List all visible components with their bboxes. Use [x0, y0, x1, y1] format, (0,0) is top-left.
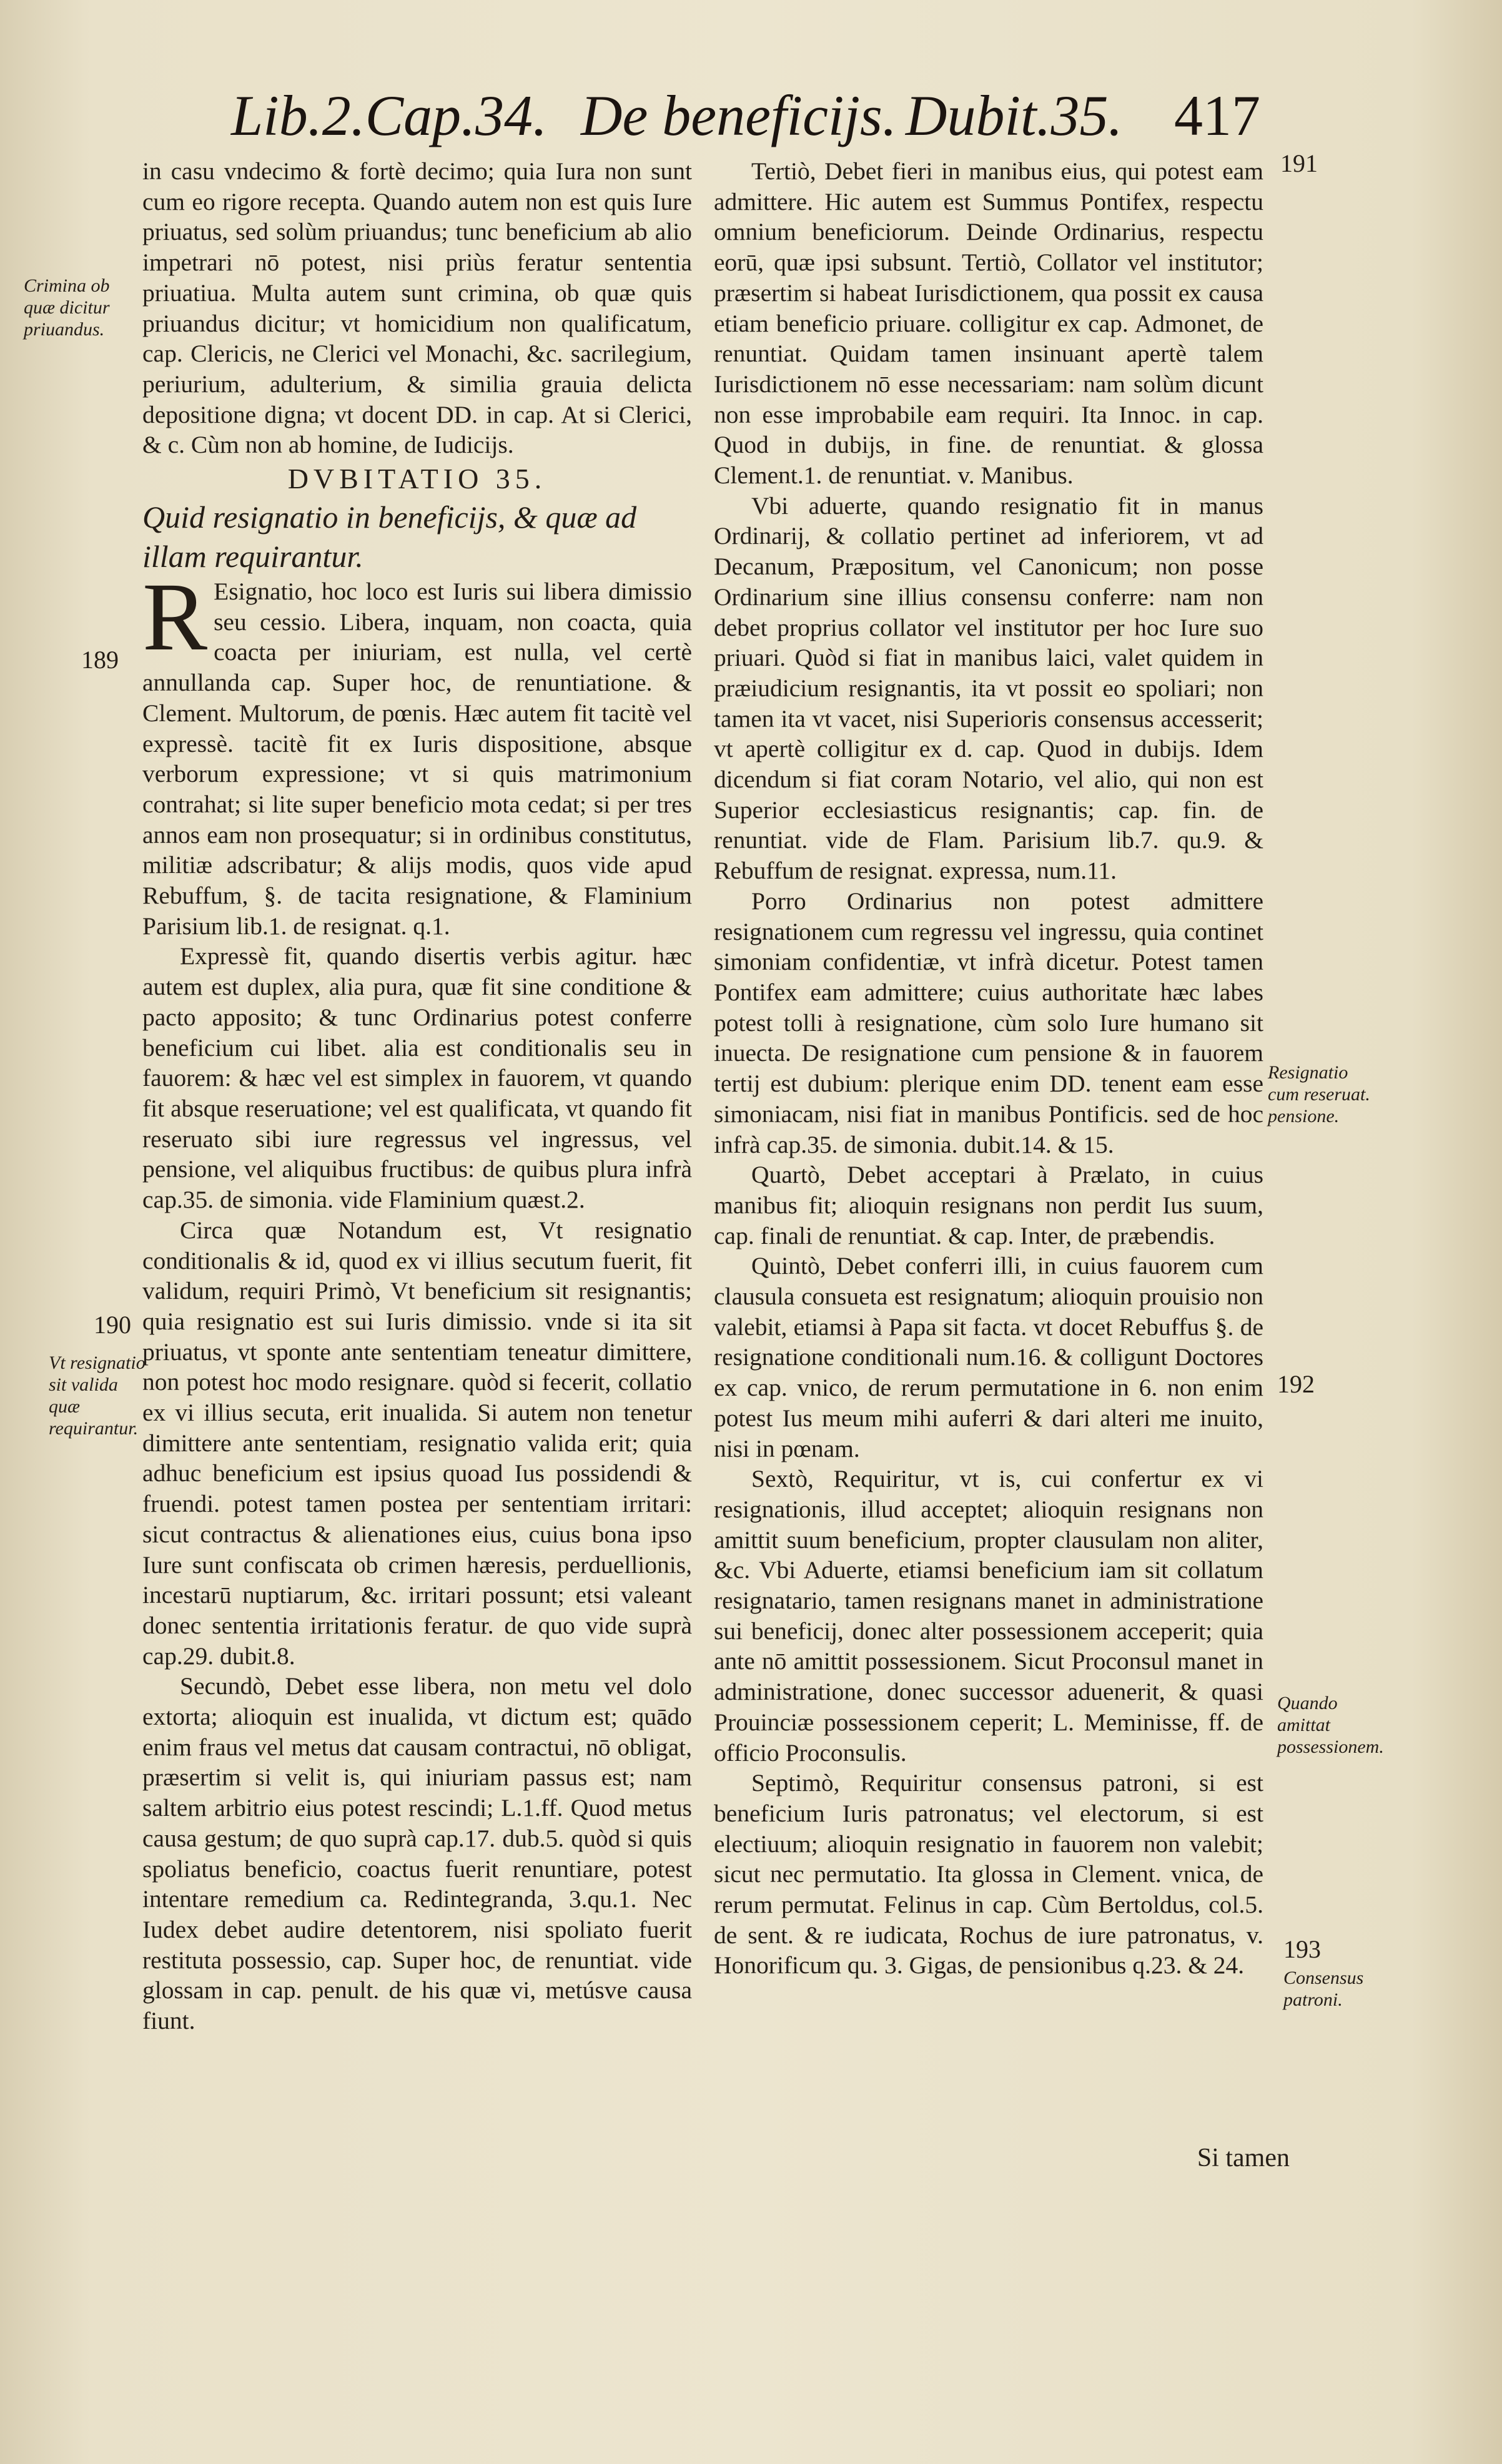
paragraph-number-192: 192 — [1277, 1370, 1315, 1398]
right-paragraph-5: Quintò, Debet conferri illi, in cuius fauorem cum clausula consueta est resignatum; alioquin prouisio non valebit, etiamsi à Papa sit facta. vt docet Rebuffus §. de resignatione conditionali num.16. & colligunt Doctores ex cap. vnico, de rerum permutatione in 6. non enim potest Ius meum mihi auferri & dari alteri me inuito, nisi in pœnam. — [714, 1252, 1263, 1462]
drop-cap: R — [142, 563, 208, 671]
page-number: 417 — [1174, 84, 1260, 147]
paragraph-number-189: 189 — [81, 646, 119, 674]
catchword: Si tamen — [1197, 2144, 1290, 2172]
dubitatio-title: DVBITATIO 35. — [287, 463, 547, 495]
left-paragraph-1: in casu vndecimo & fortè decimo; quia Iura non sunt cum eo rigore recepta. Quando autem non est quis Iure priuatus, sed solùm priuandus; tunc beneficium ab alio impetrari nō potest, nisi priùs feratur sententia priuatiua. Multa autem sunt crimina, ob quæ quis priuandus dicitur; vt homicidium non qualificatum, cap. Clericis, ne Clerici vel Monachi, &c. sacrilegium, periurium, adulterium, & similia grauia delicta depositione digna; vt docent DD. in cap. At si Clerici, & c. Cùm non ab homine, de Iudicijs. — [142, 157, 692, 459]
left-paragraph-3: Expressè fit, quando disertis verbis agitur. hæc autem est duplex, alia pura, quæ fit sine conditione & pacto apposito; & tunc Ordinarius potest conferre beneficium cui libet. alia est conditionalis seu in fauorem: & hæc vel est simplex in fauorem, vt quando fit absque reseruatione; vel est qualificata, vt quando fit reseruato sibi iure regressus vel ingressus, vel pensione, vel aliquibus fructibus: de quibus plura infrà cap.35. de simonia. vide Flaminium quæst.2. — [142, 942, 692, 1214]
header-subject: De beneficijs. — [581, 84, 897, 147]
margin-note-crimina: Crimina ob quæ dicitur priuandus. — [24, 275, 110, 340]
left-column — [142, 156, 692, 2036]
margin-note-resignatio-pensione: Resignatio cum reseruat. pensione. — [1268, 1062, 1370, 1126]
header-book-chapter: Lib.2.Cap.34. — [231, 84, 548, 147]
header-dubitatio: Dubit.35. — [906, 84, 1123, 147]
right-paragraph-7: Septimò, Requiritur consensus patroni, si est beneficium Iuris patronatus; vel electorum, si est electiuum; alioquin resignatio in fauorem non valebit; sicut nec permutatio. Ita glossa in Clement. vnica, de rerum permutat. Felinus in cap. Cùm Bertoldus, col.5. de sent. & re iudicata, Rochus de iure patronatus, v. Honorificum qu. 3. Gigas, de pensionibus q.23. & 24. — [714, 1769, 1263, 1979]
paragraph-number-191: 191 — [1280, 149, 1318, 177]
dubitatio-question: Quid resignatio in beneficijs, & quæ ad illam requirantur. — [142, 500, 637, 574]
paragraph-number-190: 190 — [94, 1311, 131, 1339]
left-paragraph-5: Secundò, Debet esse libera, non metu vel dolo extorta; alioquin est inualida, vt dictum est; quādo enim fraus vel metus dat causam contractui, nō obligat, præsertim si velit is, qui iniuriam passus est; nam saltem arbitrio eius potest rescindi; L.1.ff. Quod metus causa gestum; de quo suprà cap.17. dub.5. quòd si quis spoliatus beneficio, coactus fuerit renuntiare, potest intentare remedium ca. Redintegranda, 3.qu.1. Nec Iudex debet audire detentorem, nisi spoliato fuerit restituta possessio, cap. Super hoc, de renuntiat. vide glossam in cap. penult. de his quæ vi, metúsve causa fiunt. — [142, 1672, 692, 2035]
left-paragraph-2-text: Esignatio, hoc loco est Iuris sui libera dimissio seu cessio. Libera, inquam, non coacta, quia coacta per iniuriam, est nulla, vel certè annullanda cap. Super hoc, de renuntiatione. & Clement. Multorum, de pœnis. Hæc autem fit tacitè vel expressè. tacitè fit ex Iuris dispositione, absque verborum expressione; vt si quis matrimonium contrahat; si lite super beneficio mota cedat; si per tres annos eam non prosequatur; si in ordinibus constitutus, militiæ adscribatur; & alijs modis, quos vide apud Rebuffum, §. de tacita resignatione, & Flaminium Parisium lib.1. de resignat. q.1. — [142, 578, 692, 940]
right-paragraph-4: Quartò, Debet acceptari à Prælato, in cuius manibus fit; alioquin resignans non perdit Ius suum, cap. finali de renuntiat. & cap. Inter, de præbendis. — [714, 1161, 1263, 1249]
margin-note-vt-resignatio: Vt resignatio sit valida quæ requirantur. — [49, 1353, 146, 1439]
margin-note-quando-amittat: Quando amittat possessionem. — [1277, 1693, 1384, 1757]
running-header — [231, 81, 1293, 150]
left-paragraph-4: Circa quæ Notandum est, Vt resignatio conditionalis & id, quod ex vi illius secutum fuerit, fit validum, requiri Primò, Vt beneficium sit resignantis; quia resignatio est sui Iuris dimissio. vnde si ita sit priuatus, vt sponte ante sententiam teneatur dimittere, non potest hoc modo resignare. quòd si fecerit, collatio ex vi illius secuta, erit inualida. Si autem non tenetur dimittere ante sententiam, resignatio valida erit; quia adhuc beneficium est ipsius quoad Ius possidendi & fruendi. potest tamen postea per sententiam irritari: sicut contractus & alienationes eius, cuius bona ipso Iure sunt confiscata ob crimen hæresis, perduellionis, incestarū nuptiarum, &c. irritari possunt; etsi valeant donec sententia irritationis feratur. de quo vide suprà cap.29. dubit.8. — [142, 1216, 692, 1670]
right-paragraph-2: Vbi aduerte, quando resignatio fit in manus Ordinarij, & collatio pertinet ad inferiorem, vt ad Decanum, Præpositum, vel Canonicum; non posse Ordinarium sine illius consensu conferre: nam non debet proprius collator vel institutor per hoc Iure suo priuari. Quòd si fiat in manibus laici, valet quidem in præiudicium resignantis, ita vt possit eo spoliari; non tamen ita vt vacet, nisi Superioris consensus accesserit; vt apertè colligitur ex d. cap. Quod in dubijs. Idem dicendum si fiat coram Notario, vel alio, qui non est Superior ecclesiasticus resignantis; cap. fin. de renuntiat. vide de Flam. Parisium lib.7. qu.9. & Rebuffum de resignat. expressa, num.11. — [714, 491, 1263, 885]
margin-note-consensus-patroni: Consensus patroni. — [1283, 1968, 1364, 2010]
left-paragraph-2 — [142, 563, 692, 941]
right-column — [714, 156, 1263, 1981]
paragraph-number-193: 193 — [1283, 1935, 1321, 1963]
right-paragraph-3: Porro Ordinarius non potest admittere resignationem cum regressu vel ingressu, quia continet simoniam confidentiæ, vt infrà dicetur. Potest tamen Pontifex eam admittere; cuius authoritate hæc labes potest tolli à resignatione, cùm solo Iure humano sit inuecta. De resignatione cum pensione & in fauorem tertij est dubium: plerique enim DD. tenent eam esse simoniacam, nisi fiat in manibus Pontificis. sed de hoc infrà cap.35. de simonia. dubit.14. & 15. — [714, 887, 1263, 1158]
right-paragraph-1: Tertiò, Debet fieri in manibus eius, qui potest eam admittere. Hic autem est Summus Pontifex, respectu omnium beneficiorum. Deinde Ordinarius, respectu eorū, quæ ipsi subsunt. Tertiò, Collator vel institutor; præsertim si habeat Iurisdictionem, qua possit ex causa etiam beneficio priuare. colligitur ex cap. Admonet, de renuntiat. Quidam tamen insinuant apertè talem Iurisdictionem nō esse necessariam: nam solùm dicunt non esse improbabile eam requiri. Ita Innoc. in cap. Quod in dubijs, in fine. de renuntiat. & glossa Clement.1. de renuntiat. v. Manibus. — [714, 157, 1263, 490]
right-paragraph-6: Sextò, Requiritur, vt is, cui confertur ex vi resignationis, illud acceptet; alioquin resignans non amittit suum beneficium, propter clausulam non aliter, &c. Vbi Aduerte, etiamsi beneficium iam sit collatum resignatario, tamen resignans manet in administratione sui beneficij, donec alter possessionem acceperit; quia ante nō amittit possessionem. Sicut Proconsul manet in administratione, donec successor aduenerit, & quasi Prouinciæ possessionem ceperit; L. Meminisse, ff. de officio Proconsulis. — [714, 1465, 1263, 1767]
